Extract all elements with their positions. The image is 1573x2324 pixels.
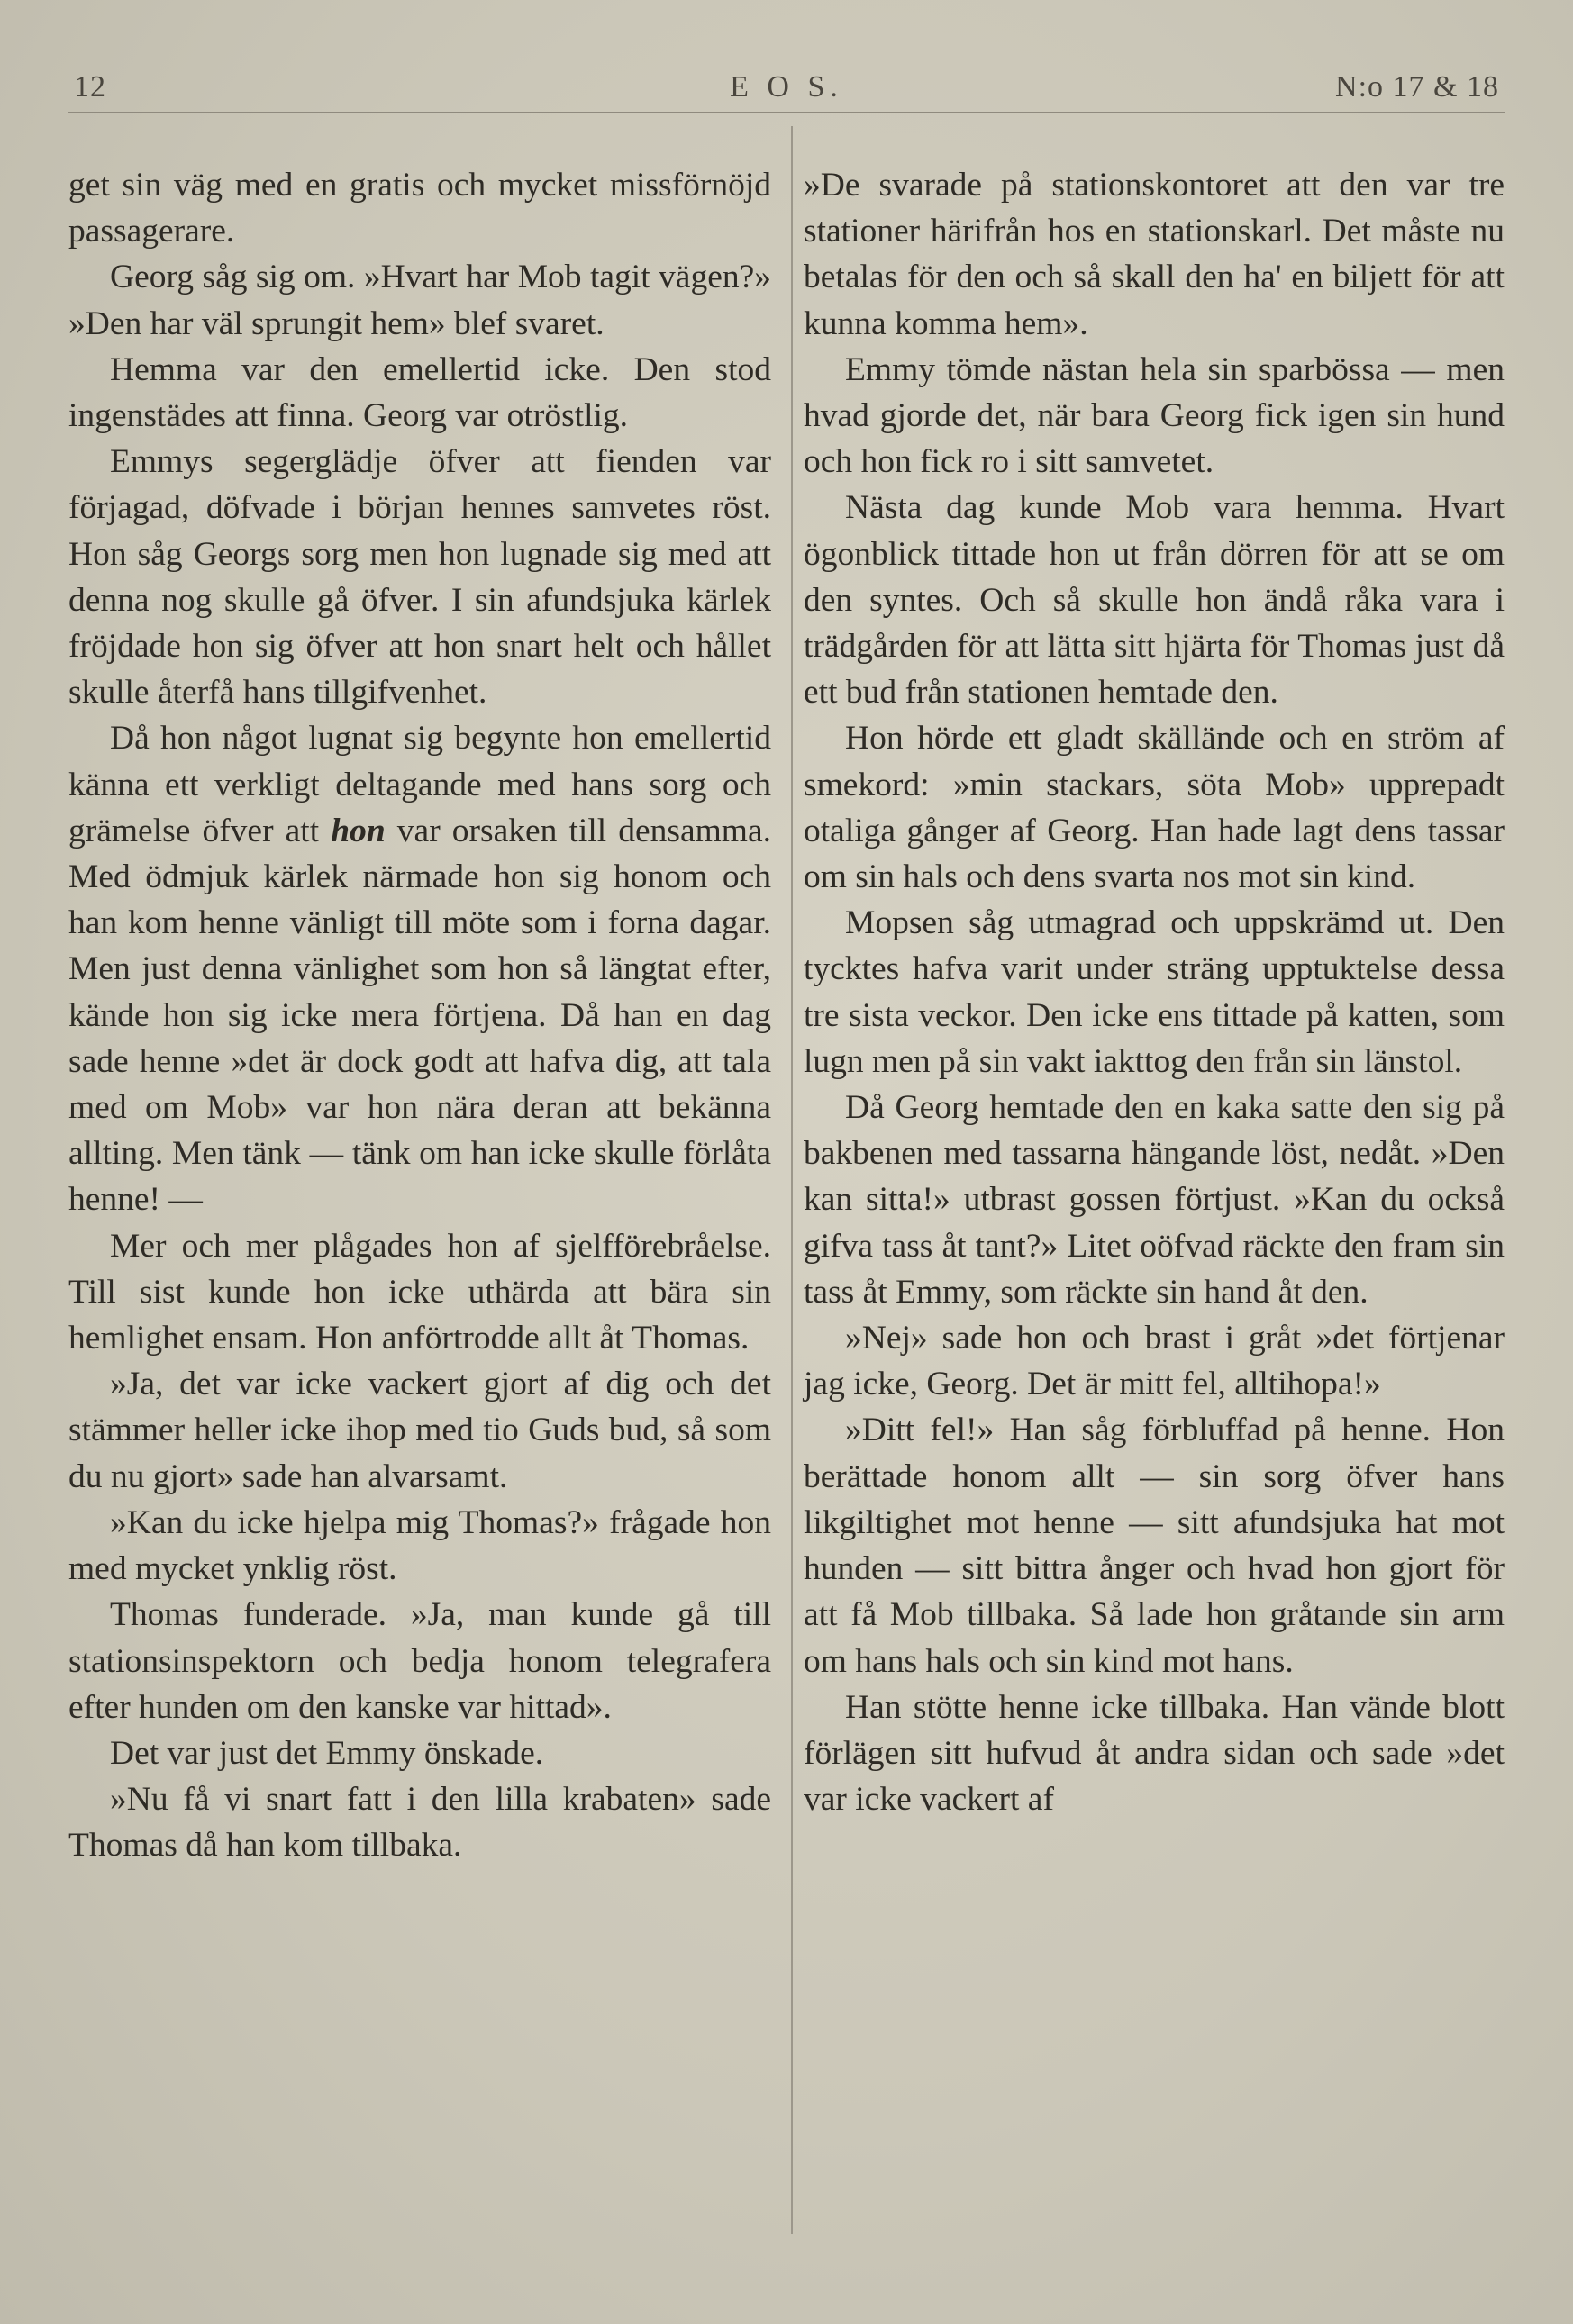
paragraph — [68, 715, 771, 1222]
paragraph-text: Då hon något lugnat sig begynte hon emellertid känna ett verkligt deltagande med hans sorg och grämelse öfver att — [68, 720, 771, 849]
paragraph-text: var orsaken till densamma. Med ödmjuk kärlek närmade hon sig honom och han kom henne vänligt till möte som i forna dagar. Men just denna vänlighet som hon så längtat efter, kände hon sig icke mera förtjena. Då han en dag sade henne »det är dock godt att hafva dig, att tala med om Mob» var hon nära deran att bekänna allting. Men tänk — tänk om han icke skulle förlåta henne! — — [68, 812, 771, 1219]
paragraph: »De svarade på stationskontoret att den var tre stationer härifrån hos en stationskarl. Det måste nu betalas för den och så skall den ha' en biljett för att kunna komma hem». — [804, 167, 1505, 342]
paragraph: Han stötte henne icke tillbaka. Han vände blott förlägen sitt hufvud åt andra sidan och sade »det var icke vackert af — [804, 1688, 1505, 1819]
paragraph: Mopsen såg utmagrad och uppskrämd ut. Den tycktes hafva varit under sträng upptuktelse dessa tre sista veckor. Den icke ens tittade på katten, som lugn men på sin vakt iakttog den från sin länstol. — [804, 904, 1505, 1080]
publication-title: E O S. — [730, 70, 843, 104]
right-column — [804, 162, 1505, 1822]
paragraph: »Nu få vi snart fatt i den lilla krabaten» sade Thomas då han kom tillbaka. — [68, 1781, 771, 1865]
paragraph: Emmy tömde nästan hela sin sparbössa — men hvad gjorde det, när bara Georg fick igen sin hund och hon fick ro i sitt samvetet. — [804, 350, 1505, 481]
paragraph: Georg såg sig om. »Hvart har Mob tagit vägen?» »Den har väl sprungit hem» blef svaret. — [68, 259, 771, 342]
issue-number: N:o 17 & 18 — [1335, 70, 1499, 104]
paragraph: »Ditt fel!» Han såg förbluffad på henne. Hon berättade honom allt — sin sorg öfver hans likgiltighet mot henne — sitt afundsjuka hat mot hunden — sitt bittra ånger och hvad hon gjort för att få Mob tillbaka. Så lade hon gråtande sin arm om hans hals och sin kind mot hans. — [804, 1412, 1505, 1680]
emphasis-text: hon — [331, 812, 386, 849]
paragraph: Nästa dag kunde Mob vara hemma. Hvart ögonblick tittade hon ut från dörren för att se om den syntes. Och så skulle hon ändå råka vara i trädgården för att lätta sitt hjärta för Thomas just då ett bud från stationen hemtade den. — [804, 489, 1505, 712]
paragraph: »Ja, det var icke vackert gjort af dig och det stämmer heller icke ihop med tio Guds bud, så som du nu gjort» sade han alvarsamt. — [68, 1366, 771, 1495]
paragraph: »Kan du icke hjelpa mig Thomas?» frågade hon med mycket ynklig röst. — [68, 1503, 771, 1588]
paragraph: »Nej» sade hon och brast i gråt »det förtjenar jag icke, Georg. Det är mitt fel, alltihopa!» — [804, 1320, 1505, 1403]
paragraph: Emmys segerglädje öfver att fienden var förjagad, döfvade i början hennes samvetes röst. Hon såg Georgs sorg men hon lugnade sig med att denna nog skulle gå öfver. I sin afundsjuka kärlek fröjdade hon sig öfver att hon snart helt och hållet skulle återfå hans tillgifvenhet. — [68, 443, 771, 712]
column-divider — [791, 126, 793, 2234]
paragraph: Då Georg hemtade den en kaka satte den sig på bakbenen med tassarna hängande löst, nedåt. »Den kan sitta!» utbrast gossen förtjust. »Kan du också gifva tass åt tant?» Litet oöfvad räckte den fram sin tass åt Emmy, som räckte sin hand åt den. — [804, 1089, 1505, 1311]
left-column — [68, 162, 771, 1869]
paragraph: Hon hörde ett gladt skällände och en ström af smekord: »min stackars, söta Mob» upprepadt otaliga gånger af Georg. Han hade lagt dens tassar om sin hals och dens svarta nos mot sin kind. — [804, 720, 1505, 896]
paragraph: Hemma var den emellertid icke. Den stod ingenstädes att finna. Georg var otröstlig. — [68, 350, 771, 435]
page-header — [68, 65, 1505, 119]
header-rule — [68, 112, 1505, 113]
paragraph: Det var just det Emmy önskade. — [110, 1734, 544, 1772]
paragraph: Mer och mer plågades hon af sjelfförebråelse. Till sist kunde hon icke uthärda att bära sin hemlighet ensam. Hon anförtrodde allt åt Thomas. — [68, 1227, 771, 1357]
paragraph: Thomas funderade. »Ja, man kunde gå till stationsinspektorn och bedja honom telegrafera efter hunden om den kanske var hittad». — [68, 1596, 771, 1726]
paragraph: get sin väg med en gratis och mycket missförnöjd passagerare. — [68, 167, 771, 250]
page-number: 12 — [74, 70, 106, 104]
